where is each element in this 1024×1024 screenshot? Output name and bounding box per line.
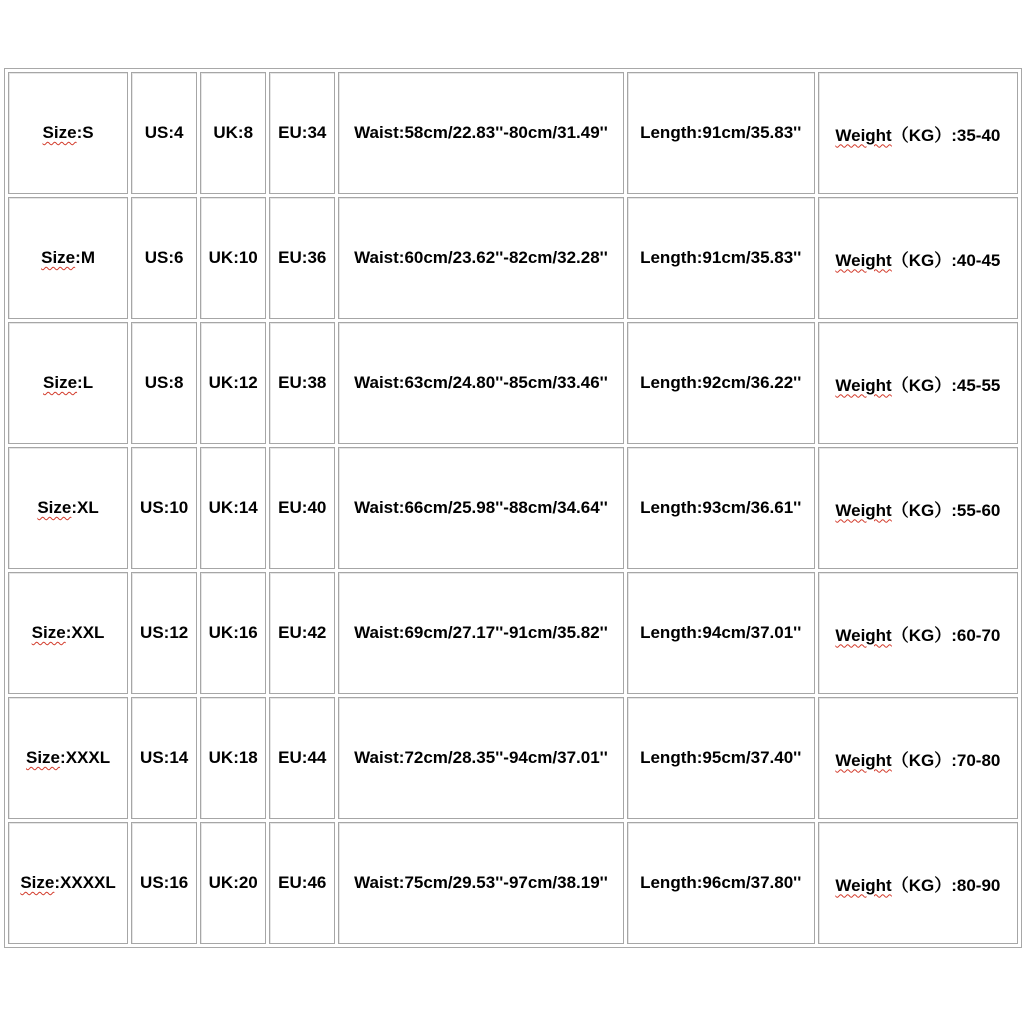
weight-label <box>835 251 1000 270</box>
spellcheck-marked-word: Weight <box>835 625 892 645</box>
eu-size-cell: EU:36 <box>269 197 335 319</box>
weight-value: （KG）:70-80 <box>891 750 1001 770</box>
spellcheck-marked-word: Size <box>41 248 76 267</box>
size-label <box>26 748 110 767</box>
size-cell <box>8 322 128 444</box>
uk-size-cell: UK:8 <box>200 72 266 194</box>
size-chart-body <box>8 72 1018 944</box>
size-value: :XXXL <box>60 748 111 767</box>
size-cell <box>8 447 128 569</box>
size-cell <box>8 572 128 694</box>
length-cell: Length:94cm/37.01'' <box>627 572 815 694</box>
weight-label <box>835 376 1000 395</box>
length-cell: Length:93cm/36.61'' <box>627 447 815 569</box>
length-cell: Length:91cm/35.83'' <box>627 197 815 319</box>
length-cell: Length:96cm/37.80'' <box>627 822 815 944</box>
spellcheck-marked-word: Size <box>43 373 78 392</box>
weight-cell <box>818 572 1018 694</box>
waist-cell: Waist:75cm/29.53''-97cm/38.19'' <box>338 822 623 944</box>
eu-size-cell: EU:46 <box>269 822 335 944</box>
spellcheck-marked-word: Weight <box>835 750 892 770</box>
uk-size-cell: UK:14 <box>200 447 266 569</box>
size-cell <box>8 822 128 944</box>
spellcheck-marked-word: Size <box>31 623 66 642</box>
size-label <box>43 373 93 392</box>
eu-size-cell: EU:40 <box>269 447 335 569</box>
table-row <box>8 572 1018 694</box>
uk-size-cell: UK:20 <box>200 822 266 944</box>
weight-cell <box>818 697 1018 819</box>
eu-size-cell: EU:34 <box>269 72 335 194</box>
size-label <box>43 123 94 142</box>
size-label <box>20 873 115 892</box>
weight-label <box>835 751 1000 770</box>
size-value: :M <box>75 248 95 267</box>
weight-cell <box>818 447 1018 569</box>
table-row <box>8 697 1018 819</box>
us-size-cell: US:16 <box>131 822 197 944</box>
table-row <box>8 822 1018 944</box>
spellcheck-marked-word: Size <box>26 748 61 767</box>
spellcheck-marked-word: Size <box>37 498 72 517</box>
waist-cell: Waist:66cm/25.98''-88cm/34.64'' <box>338 447 623 569</box>
length-cell: Length:95cm/37.40'' <box>627 697 815 819</box>
table-row <box>8 72 1018 194</box>
weight-value: （KG）:45-55 <box>891 375 1001 395</box>
us-size-cell: US:4 <box>131 72 197 194</box>
waist-cell: Waist:63cm/24.80''-85cm/33.46'' <box>338 322 623 444</box>
size-value: :S <box>76 123 94 142</box>
size-cell <box>8 72 128 194</box>
size-value: :XL <box>71 498 99 517</box>
size-value: :XXXXL <box>54 873 116 892</box>
spellcheck-marked-word: Weight <box>835 125 892 145</box>
spellcheck-marked-word: Weight <box>835 875 892 895</box>
uk-size-cell: UK:12 <box>200 322 266 444</box>
spellcheck-marked-word: Weight <box>835 500 892 520</box>
size-label <box>32 623 105 642</box>
size-label <box>41 248 95 267</box>
spellcheck-marked-word: Size <box>20 873 55 892</box>
table-row <box>8 197 1018 319</box>
weight-label <box>835 876 1000 895</box>
weight-value: （KG）:35-40 <box>891 125 1001 145</box>
weight-label <box>835 501 1000 520</box>
weight-value: （KG）:60-70 <box>891 625 1001 645</box>
us-size-cell: US:8 <box>131 322 197 444</box>
weight-label <box>835 626 1000 645</box>
weight-cell <box>818 322 1018 444</box>
weight-cell <box>818 197 1018 319</box>
weight-value: （KG）:80-90 <box>891 875 1001 895</box>
size-cell <box>8 197 128 319</box>
size-value: :XXL <box>65 623 105 642</box>
waist-cell: Waist:60cm/23.62''-82cm/32.28'' <box>338 197 623 319</box>
us-size-cell: US:12 <box>131 572 197 694</box>
us-size-cell: US:6 <box>131 197 197 319</box>
size-value: :L <box>77 373 94 392</box>
spellcheck-marked-word: Weight <box>835 375 892 395</box>
length-cell: Length:91cm/35.83'' <box>627 72 815 194</box>
size-cell <box>8 697 128 819</box>
eu-size-cell: EU:38 <box>269 322 335 444</box>
table-row <box>8 322 1018 444</box>
us-size-cell: US:10 <box>131 447 197 569</box>
uk-size-cell: UK:10 <box>200 197 266 319</box>
weight-cell <box>818 72 1018 194</box>
uk-size-cell: UK:18 <box>200 697 266 819</box>
size-label <box>37 498 98 517</box>
weight-cell <box>818 822 1018 944</box>
us-size-cell: US:14 <box>131 697 197 819</box>
weight-label <box>835 126 1000 145</box>
uk-size-cell: UK:16 <box>200 572 266 694</box>
spellcheck-marked-word: Size <box>42 123 77 142</box>
waist-cell: Waist:58cm/22.83''-80cm/31.49'' <box>338 72 623 194</box>
eu-size-cell: EU:44 <box>269 697 335 819</box>
size-chart-table <box>4 68 1022 948</box>
weight-value: （KG）:55-60 <box>891 500 1001 520</box>
waist-cell: Waist:69cm/27.17''-91cm/35.82'' <box>338 572 623 694</box>
waist-cell: Waist:72cm/28.35''-94cm/37.01'' <box>338 697 623 819</box>
length-cell: Length:92cm/36.22'' <box>627 322 815 444</box>
table-row <box>8 447 1018 569</box>
weight-value: （KG）:40-45 <box>891 250 1001 270</box>
eu-size-cell: EU:42 <box>269 572 335 694</box>
spellcheck-marked-word: Weight <box>835 250 892 270</box>
